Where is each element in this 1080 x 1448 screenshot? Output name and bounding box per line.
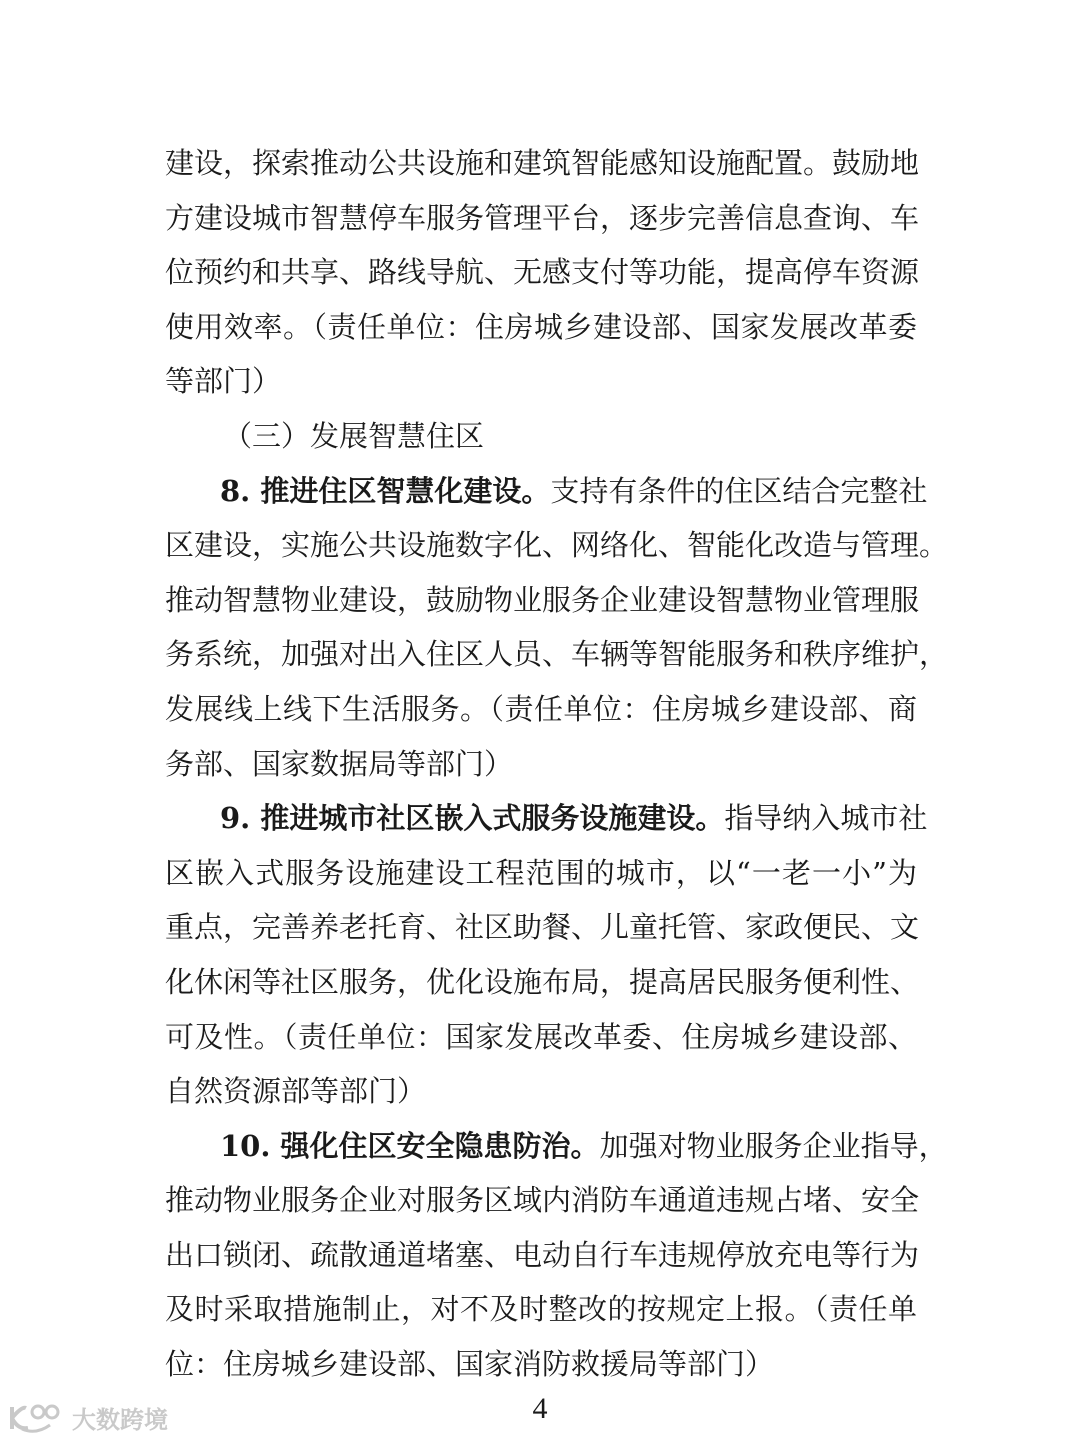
text-line (165, 518, 949, 573)
line-text: 方建设城市智慧停车服务管理平台，逐步完善信息查询、车 (165, 200, 920, 235)
line-text: 务系统，加强对出入住区人员、车辆等智能服务和秩序维护， (165, 637, 949, 672)
item-title: 9. 推进城市社区嵌入式服务设施建设。 (220, 801, 725, 836)
line-text: 等部门） (165, 364, 282, 399)
text-line (165, 682, 917, 737)
text-line (165, 354, 917, 409)
text-line (165, 1010, 917, 1065)
line-text: 区嵌入式服务设施建设工程范围的城市，以“一老一小”为 (165, 855, 917, 890)
paragraph (165, 791, 928, 1119)
text-line (165, 1119, 948, 1174)
paragraph (165, 136, 920, 409)
paragraph (165, 1119, 948, 1392)
line-text: 推动智慧物业建设，鼓励物业服务企业建设智慧物业管理服 (165, 582, 920, 617)
line-text: 化休闲等社区服务，优化设施布局，提高居民服务便利性、 (165, 964, 920, 999)
document-body (165, 136, 949, 1392)
page-number: 4 (532, 1392, 548, 1425)
text-line (165, 409, 917, 464)
line-text: 使用效率。（责任单位：住房城乡建设部、国家发展改革委 (165, 309, 917, 344)
line-text: 加强对物业服务企业指导， (599, 1128, 948, 1163)
line-text: 务部、国家数据局等部门） (165, 746, 514, 781)
line-text: 发展线上线下生活服务。（责任单位：住房城乡建设部、商 (165, 691, 917, 726)
line-text: 区建设，实施公共设施数字化、网络化、智能化改造与管理。 (165, 528, 949, 563)
text-line (165, 300, 917, 355)
line-text: 重点，完善养老托育、社区助餐、儿童托管、家政便民、文 (165, 910, 920, 945)
text-line (165, 464, 928, 519)
text-line (165, 136, 920, 191)
line-text: 建设，探索推动公共设施和建筑智能感知设施配置。鼓励地 (165, 146, 920, 180)
line-text: 可及性。（责任单位：国家发展改革委、住房城乡建设部、 (165, 1019, 917, 1054)
text-line (165, 1064, 917, 1119)
item-title: 8. 推进住区智慧化建设。 (220, 473, 551, 508)
text-line (165, 627, 949, 682)
item-title: 10. 强化住区安全隐患防治。 (220, 1128, 600, 1163)
text-line (165, 791, 928, 846)
text-line (165, 1337, 917, 1392)
text-line (165, 191, 920, 246)
text-line (165, 955, 920, 1010)
line-text: （三）发展智慧住区 (223, 418, 485, 453)
watermark-logo-icon (8, 1403, 64, 1433)
text-line (165, 573, 920, 628)
text-line (165, 1228, 920, 1283)
line-text: 指导纳入城市社 (724, 801, 928, 836)
line-text: 及时采取措施制止，对不及时整改的按规定上报。（责任单 (165, 1292, 917, 1327)
text-line (165, 900, 920, 955)
text-line (165, 846, 917, 901)
text-line (165, 1282, 917, 1337)
line-text: 推动物业服务企业对服务区域内消防车通道违规占堵、安全 (165, 1183, 920, 1218)
text-line (165, 245, 920, 300)
line-text: 出口锁闭、疏散通道堵塞、电动自行车违规停放充电等行为 (165, 1237, 920, 1272)
line-text: 自然资源部等部门） (165, 1074, 427, 1109)
watermark (8, 1400, 168, 1435)
paragraph (165, 464, 949, 792)
line-text: 支持有条件的住区结合完整社 (550, 473, 928, 508)
line-text: 位：住房城乡建设部、国家消防救援局等部门） (165, 1347, 775, 1382)
section-heading (165, 409, 917, 464)
text-line (165, 737, 917, 792)
watermark-text: 大数跨境 (72, 1406, 168, 1434)
line-text: 位预约和共享、路线导航、无感支付等功能，提高停车资源 (165, 255, 920, 290)
text-line (165, 1173, 920, 1228)
